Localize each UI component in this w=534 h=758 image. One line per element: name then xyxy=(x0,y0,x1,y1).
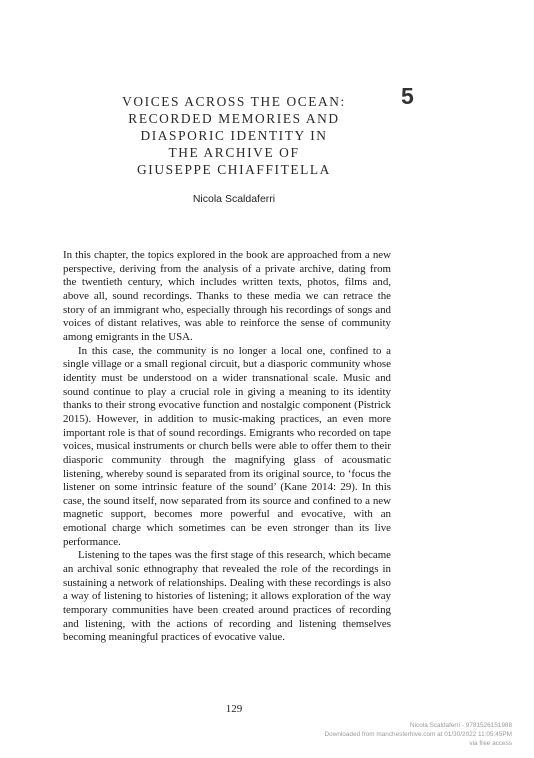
page-number: 129 xyxy=(225,703,243,715)
chapter-title-line: VOICES ACROSS THE OCEAN: xyxy=(122,94,346,109)
chapter-title-line: GIUSEPPE CHIAFFITELLA xyxy=(137,162,331,177)
body-text xyxy=(63,249,391,645)
chapter-title-line: DIASPORIC IDENTITY IN xyxy=(140,128,328,143)
chapter-author: Nicola Scaldaferri xyxy=(192,193,276,205)
watermark-line: Nicola Scaldaferri - 9781526151988 xyxy=(410,722,512,729)
watermark-line: Downloaded from manchesterhive.com at 01/30/2022 11:05:45PM xyxy=(324,731,512,738)
paragraph: In this case, the community is no longer a local one, confined to a single village or a small regional circuit, but a diasporic community whose identity must be understood on a wider transnational scale. Music and sound continue to play a crucial role in giving a meaning to its identity thanks to their strong evocative function and nostalgic component (Pistrick 2015). However, in addition to music-making practices, an even more important role is that of sound recordings. Emigrants who recorded on tape voices, musical instruments or church bells were able to offer them to their diasporic community through the magnifying glass of acousmatic listening, whereby sound is separated from its original source, to ‘focus the listener on some intrinsic feature of the sound’ (Kane 2014: 29). In this case, the sound itself, now separated from its source and confined to a new magnetic support, becomes more powerful and evocative, with an emotional charge which sometimes can be even stronger than its live performance. xyxy=(63,344,391,548)
download-watermark xyxy=(325,721,512,748)
paragraph: Listening to the tapes was the first stage of this research, which became an archival sonic ethnography that revealed the role of the recordings in sustaining a network of relationships. Dealing with these recordings is also a way of listening to histories of listening; it allows exploration of the way temporary communities have been created around practices of recording and listening, with the actions of recording and listening themselves becoming meaningful practices of evocative value. xyxy=(63,549,391,644)
chapter-title-line: THE ARCHIVE OF xyxy=(168,145,300,160)
chapter-title-line: RECORDED MEMORIES AND xyxy=(128,111,340,126)
watermark-line: via free access xyxy=(469,740,512,747)
chapter-number: 5 xyxy=(401,83,414,109)
paragraph: In this chapter, the topics explored in the book are approached from a new perspective, deriving from the analysis of a private archive, dating from the twentieth century, which includes written texts, photos, films and, above all, sound recordings. Thanks to these media we can retrace the story of an immigrant who, especially through his recordings of songs and voices of distant relatives, was able to reinforce the sense of community among emigrants in the USA. xyxy=(63,249,391,343)
chapter-title xyxy=(100,93,368,178)
